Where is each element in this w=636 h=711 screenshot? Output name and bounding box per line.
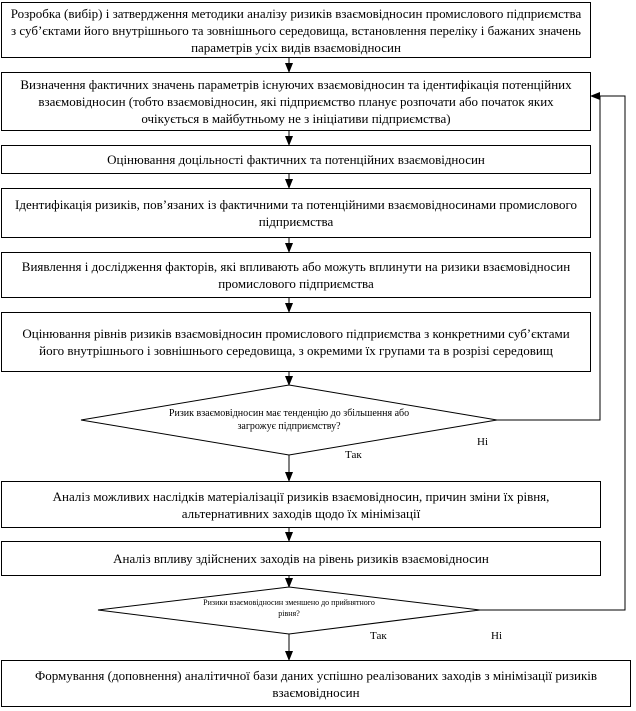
decision-1-yes-label: Так xyxy=(345,449,362,461)
decision-2-text: Ризики взаємовідносин зменшено до прийнятного рівня? xyxy=(203,598,375,618)
step-7-text: Аналіз можливих наслідків матеріалізації ризиків взаємовідносин, причин зміни їх рівня, альтернативних заходів щодо їх мінімізації xyxy=(52,488,550,521)
step-1-box xyxy=(1,2,591,58)
decision-2-yes-label: Так xyxy=(370,630,387,642)
step-4-box xyxy=(1,188,591,238)
step-9-box xyxy=(1,660,631,707)
step-1-text: Розробка (вибір) і затвердження методики аналізу ризиків взаємовідносин промислового підприємства з суб’єктами його внутрішнього та зовнішнього середовища, встановлення переліку і бажаних значень параметрів усіх видів взаємовідносин xyxy=(10,5,582,55)
step-3-text: Оцінювання доцільності фактичних та потенційних взаємовідносин xyxy=(107,152,485,167)
decision-1-text: Ризик взаємовідносин має тенденцію до збільшення або загрожує підприємству? xyxy=(168,407,410,432)
step-7-box xyxy=(1,481,601,528)
step-5-text: Виявлення і дослідження факторів, які впливають або можуть вплинути на ризики взаємовідносин промислового підприємства xyxy=(21,259,571,291)
decision-2-no-label: Ні xyxy=(491,630,502,642)
step-6-box xyxy=(1,312,591,372)
step-3-box xyxy=(1,145,591,174)
step-6-text: Оцінювання рівнів ризиків взаємовідносин промислового підприємства з конкретними суб’єктами його внутрішнього і зовнішнього середовища, з окремими їх групами та в розрізі середовищ xyxy=(22,326,570,358)
step-4-text: Ідентифікація ризиків, пов’язаних із фактичними та потенційними взаємовідносинами промислового підприємства xyxy=(15,197,577,229)
step-8-box xyxy=(1,541,601,576)
step-2-text: Визначення фактичних значень параметрів існуючих взаємовідносин та ідентифікація потенційних взаємовідносин (тобто взаємовідносин, які підприємство планує розпочати або початок яких очікується в майбутньому не з ініціативи підприємства) xyxy=(20,77,572,126)
decision-1-no-label: Ні xyxy=(477,436,488,448)
step-8-text: Аналіз впливу здійснених заходів на рівень ризиків взаємовідносин xyxy=(113,551,489,566)
step-9-text: Формування (доповнення) аналітичної бази даних успішно реалізованих заходів з мінімізації ризиків взаємовідносин xyxy=(34,667,598,700)
step-2-box xyxy=(1,72,591,131)
step-5-box xyxy=(1,252,591,298)
